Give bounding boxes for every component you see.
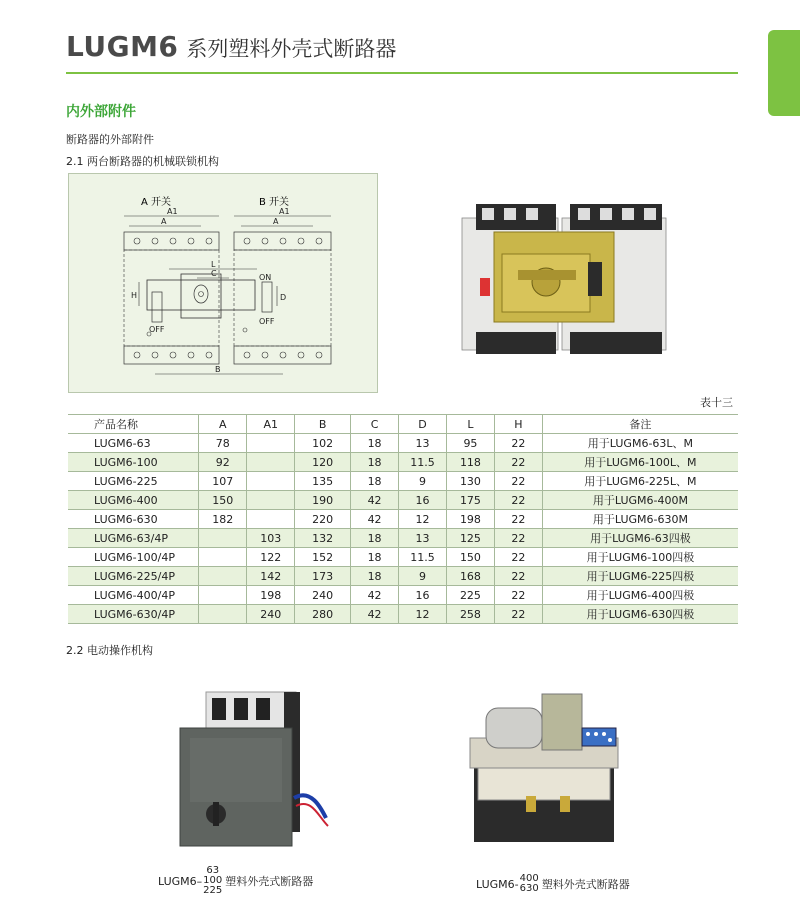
table-cell: 42	[351, 510, 399, 529]
table-cell	[247, 453, 295, 472]
table-row	[68, 567, 738, 586]
header-remark: 备注	[542, 415, 738, 434]
dim-b: B	[215, 365, 221, 374]
dim-l: L	[211, 260, 216, 269]
table-cell: 173	[295, 567, 351, 586]
table-cell: 18	[351, 472, 399, 491]
table-cell	[199, 567, 247, 586]
table-cell: 用于LUGM6-630四极	[542, 605, 738, 624]
dim-a-right: A	[273, 217, 279, 226]
table-row	[68, 510, 738, 529]
table-cell: 22	[494, 453, 542, 472]
table-cell: 用于LUGM6-225四极	[542, 567, 738, 586]
caption-right-size-400: 400	[519, 873, 539, 884]
table-row	[68, 453, 738, 472]
motor-operator-small-photo	[176, 688, 336, 850]
table-row	[68, 548, 738, 567]
table-cell: 12	[399, 510, 447, 529]
title-model: LUGM6	[66, 30, 179, 63]
table-cell: 用于LUGM6-630M	[542, 510, 738, 529]
table-cell: 42	[351, 491, 399, 510]
table-cell: 103	[247, 529, 295, 548]
label-off-right: OFF	[259, 317, 275, 326]
dim-h: H	[131, 291, 138, 300]
table-cell: 125	[446, 529, 494, 548]
table-cell: 130	[446, 472, 494, 491]
header-d: D	[399, 415, 447, 434]
header-l: L	[446, 415, 494, 434]
header-a: A	[199, 415, 247, 434]
item-2-2-label: 2.2 电动操作机构	[66, 644, 153, 657]
table-cell: 258	[446, 605, 494, 624]
table-cell: 18	[351, 567, 399, 586]
table-cell: 16	[399, 491, 447, 510]
table-cell: 11.5	[399, 453, 447, 472]
interlock-photo	[458, 196, 670, 358]
table-cell: 18	[351, 548, 399, 567]
table-cell: LUGM6-225/4P	[68, 567, 199, 586]
table-cell: 175	[446, 491, 494, 510]
table-cell: LUGM6-100/4P	[68, 548, 199, 567]
table-cell: 用于LUGM6-63L、M	[542, 434, 738, 453]
table-cell: LUGM6-225	[68, 472, 199, 491]
table-cell	[199, 548, 247, 567]
table-cell: 用于LUGM6-100四极	[542, 548, 738, 567]
table-cell: 13	[399, 434, 447, 453]
table-cell: LUGM6-100	[68, 453, 199, 472]
table-cell: 95	[446, 434, 494, 453]
table-cell: 220	[295, 510, 351, 529]
table-cell: LUGM6-63	[68, 434, 199, 453]
table-cell: 9	[399, 567, 447, 586]
header-h: H	[494, 415, 542, 434]
table-cell: 142	[247, 567, 295, 586]
caption-right-sizes	[520, 874, 539, 894]
table-cell: 22	[494, 472, 542, 491]
dim-c: C	[211, 269, 217, 278]
table-cell: LUGM6-63/4P	[68, 529, 199, 548]
caption-left-sizes	[203, 866, 222, 896]
caption-left-prefix: LUGM6–	[158, 874, 203, 888]
section-heading: 内外部附件	[66, 104, 136, 120]
dim-a1-right: A1	[279, 207, 290, 216]
table-cell: 42	[351, 586, 399, 605]
table-cell: 168	[446, 567, 494, 586]
table-cell: 用于LUGM6-400M	[542, 491, 738, 510]
table-cell: 12	[399, 605, 447, 624]
label-switch-a: A 开关	[141, 197, 172, 208]
table-row	[68, 605, 738, 624]
table-cell: 132	[295, 529, 351, 548]
table-cell: 22	[494, 491, 542, 510]
table-cell: 152	[295, 548, 351, 567]
table-cell: 150	[446, 548, 494, 567]
table-cell: 18	[351, 434, 399, 453]
table-row	[68, 434, 738, 453]
table-cell: 122	[247, 548, 295, 567]
table-cell: 22	[494, 434, 542, 453]
table-cell: 9	[399, 472, 447, 491]
motor-operator-large-photo	[464, 688, 640, 850]
title-underline	[66, 72, 738, 74]
dim-a1-left: A1	[167, 207, 178, 216]
table-cell: LUGM6-400	[68, 491, 199, 510]
table-cell: LUGM6-630	[68, 510, 199, 529]
item-2-1-label: 2.1 两台断路器的机械联锁机构	[66, 155, 219, 168]
caption-right	[476, 874, 630, 894]
table-cell: 118	[446, 453, 494, 472]
caption-left	[158, 866, 313, 896]
dimension-table	[68, 414, 738, 624]
table-row	[68, 529, 738, 548]
table-cell	[247, 491, 295, 510]
header-c: C	[351, 415, 399, 434]
header-b: B	[295, 415, 351, 434]
table-header-row	[68, 415, 738, 434]
table-cell: 22	[494, 548, 542, 567]
table-cell: LUGM6-400/4P	[68, 586, 199, 605]
dim-a-left: A	[161, 217, 167, 226]
title-subtitle: 系列塑料外壳式断路器	[186, 37, 397, 61]
caption-right-size-630: 630	[519, 883, 539, 894]
table-cell: 120	[295, 453, 351, 472]
table-cell	[199, 586, 247, 605]
table-cell	[247, 510, 295, 529]
table-cell: 22	[494, 586, 542, 605]
table-cell: 190	[295, 491, 351, 510]
page-title	[66, 30, 396, 63]
table-row	[68, 472, 738, 491]
table-cell	[199, 529, 247, 548]
table-cell: 22	[494, 529, 542, 548]
dim-d: D	[280, 293, 287, 302]
table-cell: 18	[351, 453, 399, 472]
interlock-drawing-svg	[69, 174, 379, 394]
caption-right-suffix: 塑料外壳式断路器	[541, 878, 630, 891]
label-on: ON	[259, 273, 272, 282]
section-subheading: 断路器的外部附件	[66, 133, 154, 146]
table-row	[68, 491, 738, 510]
table-cell	[247, 472, 295, 491]
table-cell: 18	[351, 529, 399, 548]
table-number: 表十三	[700, 396, 733, 409]
table-cell: 用于LUGM6-100L、M	[542, 453, 738, 472]
table-cell: 198	[247, 586, 295, 605]
table-cell: 用于LUGM6-63四极	[542, 529, 738, 548]
table-cell: 22	[494, 567, 542, 586]
table-cell: 22	[494, 605, 542, 624]
label-switch-b: B 开关	[259, 197, 290, 208]
table-cell: 240	[247, 605, 295, 624]
table-cell: 102	[295, 434, 351, 453]
table-cell: 107	[199, 472, 247, 491]
table-cell: LUGM6-630/4P	[68, 605, 199, 624]
table-cell: 用于LUGM6-400四极	[542, 586, 738, 605]
table-cell: 78	[199, 434, 247, 453]
table-cell: 用于LUGM6-225L、M	[542, 472, 738, 491]
table-cell: 182	[199, 510, 247, 529]
table-cell: 280	[295, 605, 351, 624]
table-cell: 11.5	[399, 548, 447, 567]
table-cell: 150	[199, 491, 247, 510]
table-cell	[247, 434, 295, 453]
table-row	[68, 586, 738, 605]
table-cell	[199, 605, 247, 624]
caption-left-size-225: 225	[203, 885, 223, 896]
caption-left-size-63: 63	[206, 865, 220, 876]
header-a1: A1	[247, 415, 295, 434]
table-cell: 42	[351, 605, 399, 624]
caption-left-size-100: 100	[203, 875, 223, 886]
table-cell: 92	[199, 453, 247, 472]
side-tab-marker	[768, 30, 800, 116]
caption-left-suffix: 塑料外壳式断路器	[225, 875, 314, 888]
label-off-left: OFF	[149, 325, 165, 334]
table-cell: 240	[295, 586, 351, 605]
table-cell: 135	[295, 472, 351, 491]
table-cell: 22	[494, 510, 542, 529]
caption-right-prefix: LUGM6-	[476, 877, 519, 891]
interlock-drawing	[68, 173, 378, 393]
table-cell: 16	[399, 586, 447, 605]
table-cell: 13	[399, 529, 447, 548]
table-cell: 225	[446, 586, 494, 605]
table-cell: 198	[446, 510, 494, 529]
header-product-name: 产品名称	[68, 415, 199, 434]
